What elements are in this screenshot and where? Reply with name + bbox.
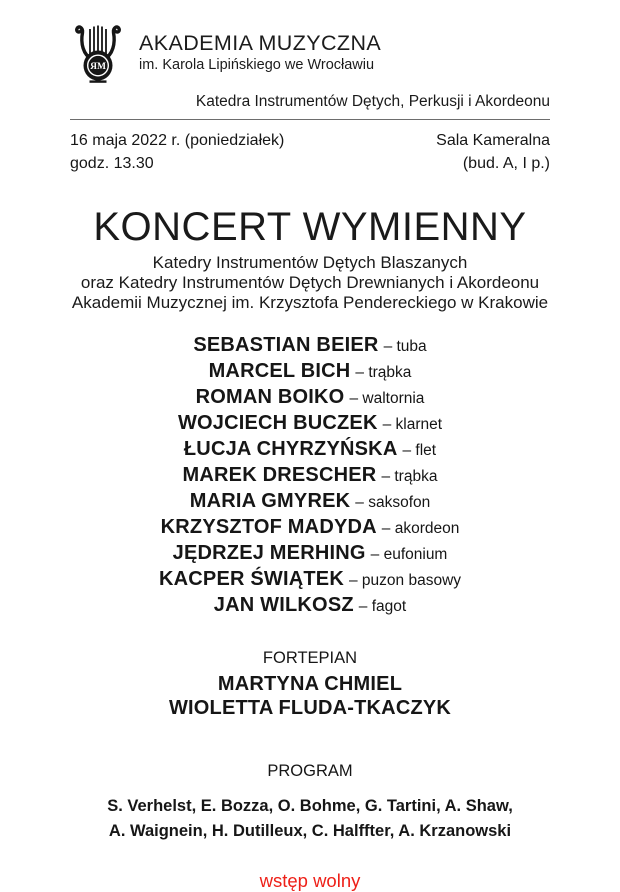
program-line: S. Verhelst, E. Bozza, O. Bohme, G. Tartini, A. Shaw,	[107, 797, 513, 815]
venue-name: Sala Kameralna	[436, 132, 550, 149]
subtitle-line: Katedry Instrumentów Dętych Blaszanych	[152, 253, 468, 272]
concert-subtitle	[70, 253, 550, 313]
performer-name: JĘDRZEJ MERHING	[172, 542, 366, 564]
performer-row	[70, 359, 550, 385]
concert-title: KONCERT WYMIENNY	[93, 205, 527, 249]
performer-row	[70, 489, 550, 515]
performer-instrument: – waltornia	[349, 390, 425, 407]
performer-instrument: – akordeon	[381, 520, 460, 537]
program-heading: PROGRAM	[267, 762, 353, 780]
performer-instrument: – tuba	[383, 338, 427, 355]
event-datetime	[70, 129, 284, 175]
org-subtitle: im. Karola Lipińskiego we Wrocławiu	[139, 57, 375, 73]
performer-name: ŁUCJA CHYRZYŃSKA	[183, 438, 398, 460]
performer-instrument: – eufonium	[370, 546, 448, 563]
performer-instrument: – trąbka	[381, 468, 438, 485]
performer-name: MARCEL BICH	[208, 360, 351, 382]
performer-instrument: – trąbka	[355, 364, 412, 381]
event-venue	[436, 129, 550, 175]
program-composers	[70, 794, 550, 844]
lyre-logo-icon	[70, 20, 126, 83]
piano-section	[70, 649, 550, 720]
org-name: AKADEMIA MUZYCZNA	[139, 31, 382, 55]
performer-instrument: – puzon basowy	[349, 572, 462, 589]
performer-row	[70, 437, 550, 463]
performer-name: JAN WILKOSZ	[213, 594, 354, 616]
performer-row	[70, 463, 550, 489]
brand	[70, 20, 550, 83]
performer-instrument: – klarnet	[382, 416, 443, 433]
performer-name: MARIA GMYREK	[189, 490, 351, 512]
performers-list	[70, 333, 550, 619]
event-info	[70, 129, 550, 175]
header-divider	[70, 119, 550, 120]
logo-monogram: ЯM	[90, 62, 106, 73]
department-line: Katedra Instrumentów Dętych, Perkusji i Akordeonu	[195, 93, 550, 110]
pianist-name: WIOLETTA FLUDA-TKACZYK	[168, 697, 452, 719]
performer-row	[70, 567, 550, 593]
performer-instrument: – flet	[402, 442, 437, 459]
performer-name: WOJCIECH BUCZEK	[177, 412, 378, 434]
performer-name: KRZYSZTOF MADYDA	[160, 516, 377, 538]
brand-text	[139, 31, 381, 74]
performer-row	[70, 333, 550, 359]
event-time: godz. 13.30	[70, 155, 154, 172]
event-date: 16 maja 2022 r. (poniedziałek)	[70, 132, 285, 149]
performer-row	[70, 541, 550, 567]
program-line: A. Waignein, H. Dutilleux, C. Halffter, A. Krzanowski	[108, 822, 512, 840]
subtitle-line: Akademii Muzycznej im. Krzysztofa Pendereckiego w Krakowie	[71, 293, 549, 312]
performer-name: KACPER ŚWIĄTEK	[158, 568, 344, 590]
performer-name: SEBASTIAN BEIER	[193, 334, 379, 356]
program-section	[70, 762, 550, 844]
admission-note: wstęp wolny	[259, 870, 361, 891]
pianist-name: MARTYNA CHMIEL	[217, 673, 403, 695]
performer-row	[70, 515, 550, 541]
header	[70, 20, 550, 120]
performer-instrument: – fagot	[358, 598, 407, 615]
performer-row	[70, 411, 550, 437]
performer-name: ROMAN BOIKO	[195, 386, 345, 408]
subtitle-line: oraz Katedry Instrumentów Dętych Drewnianych i Akordeonu	[80, 273, 540, 292]
piano-heading: FORTEPIAN	[262, 649, 358, 667]
performer-row	[70, 385, 550, 411]
performer-row	[70, 593, 550, 619]
venue-detail: (bud. A, I p.)	[462, 155, 550, 172]
performer-name: MAREK DRESCHER	[182, 464, 377, 486]
performer-instrument: – saksofon	[355, 494, 431, 511]
